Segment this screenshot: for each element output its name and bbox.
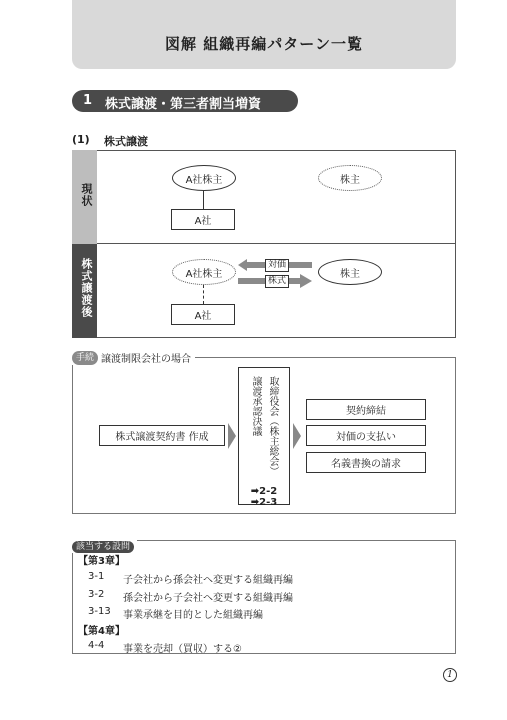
q-text: 孫会社から子会社へ変更する組織再編: [123, 593, 293, 604]
result-transfer-request: 名義書換の請求: [306, 452, 426, 473]
section-heading: [72, 90, 298, 112]
result-contract: 契約締結: [306, 399, 426, 420]
row-label-after-text: 株式譲渡後: [80, 258, 93, 318]
q-num: 3-13: [88, 606, 111, 617]
shares-label: 株式: [265, 275, 289, 288]
row-label-before-text: 現状: [80, 183, 93, 207]
company-a-node: A社: [171, 209, 235, 230]
row-label-after: [72, 244, 97, 338]
step-approval: [238, 367, 290, 508]
subsection-title: 株式譲渡: [104, 135, 148, 148]
procedure-tag: 手続: [72, 351, 98, 365]
q-num: 3-1: [88, 571, 105, 582]
ref-2-2: ➡2-2: [250, 486, 278, 497]
section-number: 1: [83, 93, 93, 108]
row-label-before: [72, 150, 97, 244]
consideration-label: 対価: [265, 259, 289, 272]
procedure-title: 譲渡制限会社の場合: [101, 354, 192, 365]
ref-2-3: ➡2-3: [250, 497, 278, 508]
chevron-right-icon: [228, 423, 236, 449]
diagram-divider: [72, 243, 456, 244]
shareholder-a-node-after: A社株主: [172, 259, 236, 285]
section-title: 株式譲渡・第三者割当増資: [105, 97, 262, 112]
page-number: 1: [443, 668, 457, 682]
procedure-header: [72, 350, 195, 365]
chevron-right-icon: [293, 423, 301, 449]
company-a-node-after: A社: [171, 304, 235, 325]
q-num: 3-2: [88, 589, 105, 600]
q-text: 子会社から孫会社へ変更する組織再編: [123, 575, 293, 586]
shareholder-node-after: 株主: [318, 259, 382, 285]
approval-resolution: 譲渡承認決議: [250, 376, 261, 436]
related-tag: 該当する設問: [72, 541, 134, 553]
step-contract: 株式譲渡契約書 作成: [99, 425, 225, 446]
ownership-line: [203, 191, 204, 209]
shareholder-node: 株主: [318, 165, 382, 191]
subsection-number: (1): [72, 133, 90, 146]
approval-body: 取締役会（株主総会）: [267, 376, 278, 476]
page-title: 図解 組織再編パターン一覧: [165, 35, 363, 53]
q-text: 事業承継を目的とした組織再編: [123, 610, 263, 621]
diagram-table: [72, 150, 456, 338]
q-num: 4-4: [88, 640, 105, 651]
q-text: 事業を売却（買収）する②: [123, 644, 242, 655]
related-header: [72, 534, 137, 553]
chapter-3-heading: 【第3章】: [78, 556, 125, 567]
former-ownership-line: [203, 285, 204, 304]
chapter-4-heading: 【第4章】: [78, 626, 125, 637]
result-payment: 対価の支払い: [306, 425, 426, 446]
shareholder-a-node: A社株主: [172, 165, 236, 191]
